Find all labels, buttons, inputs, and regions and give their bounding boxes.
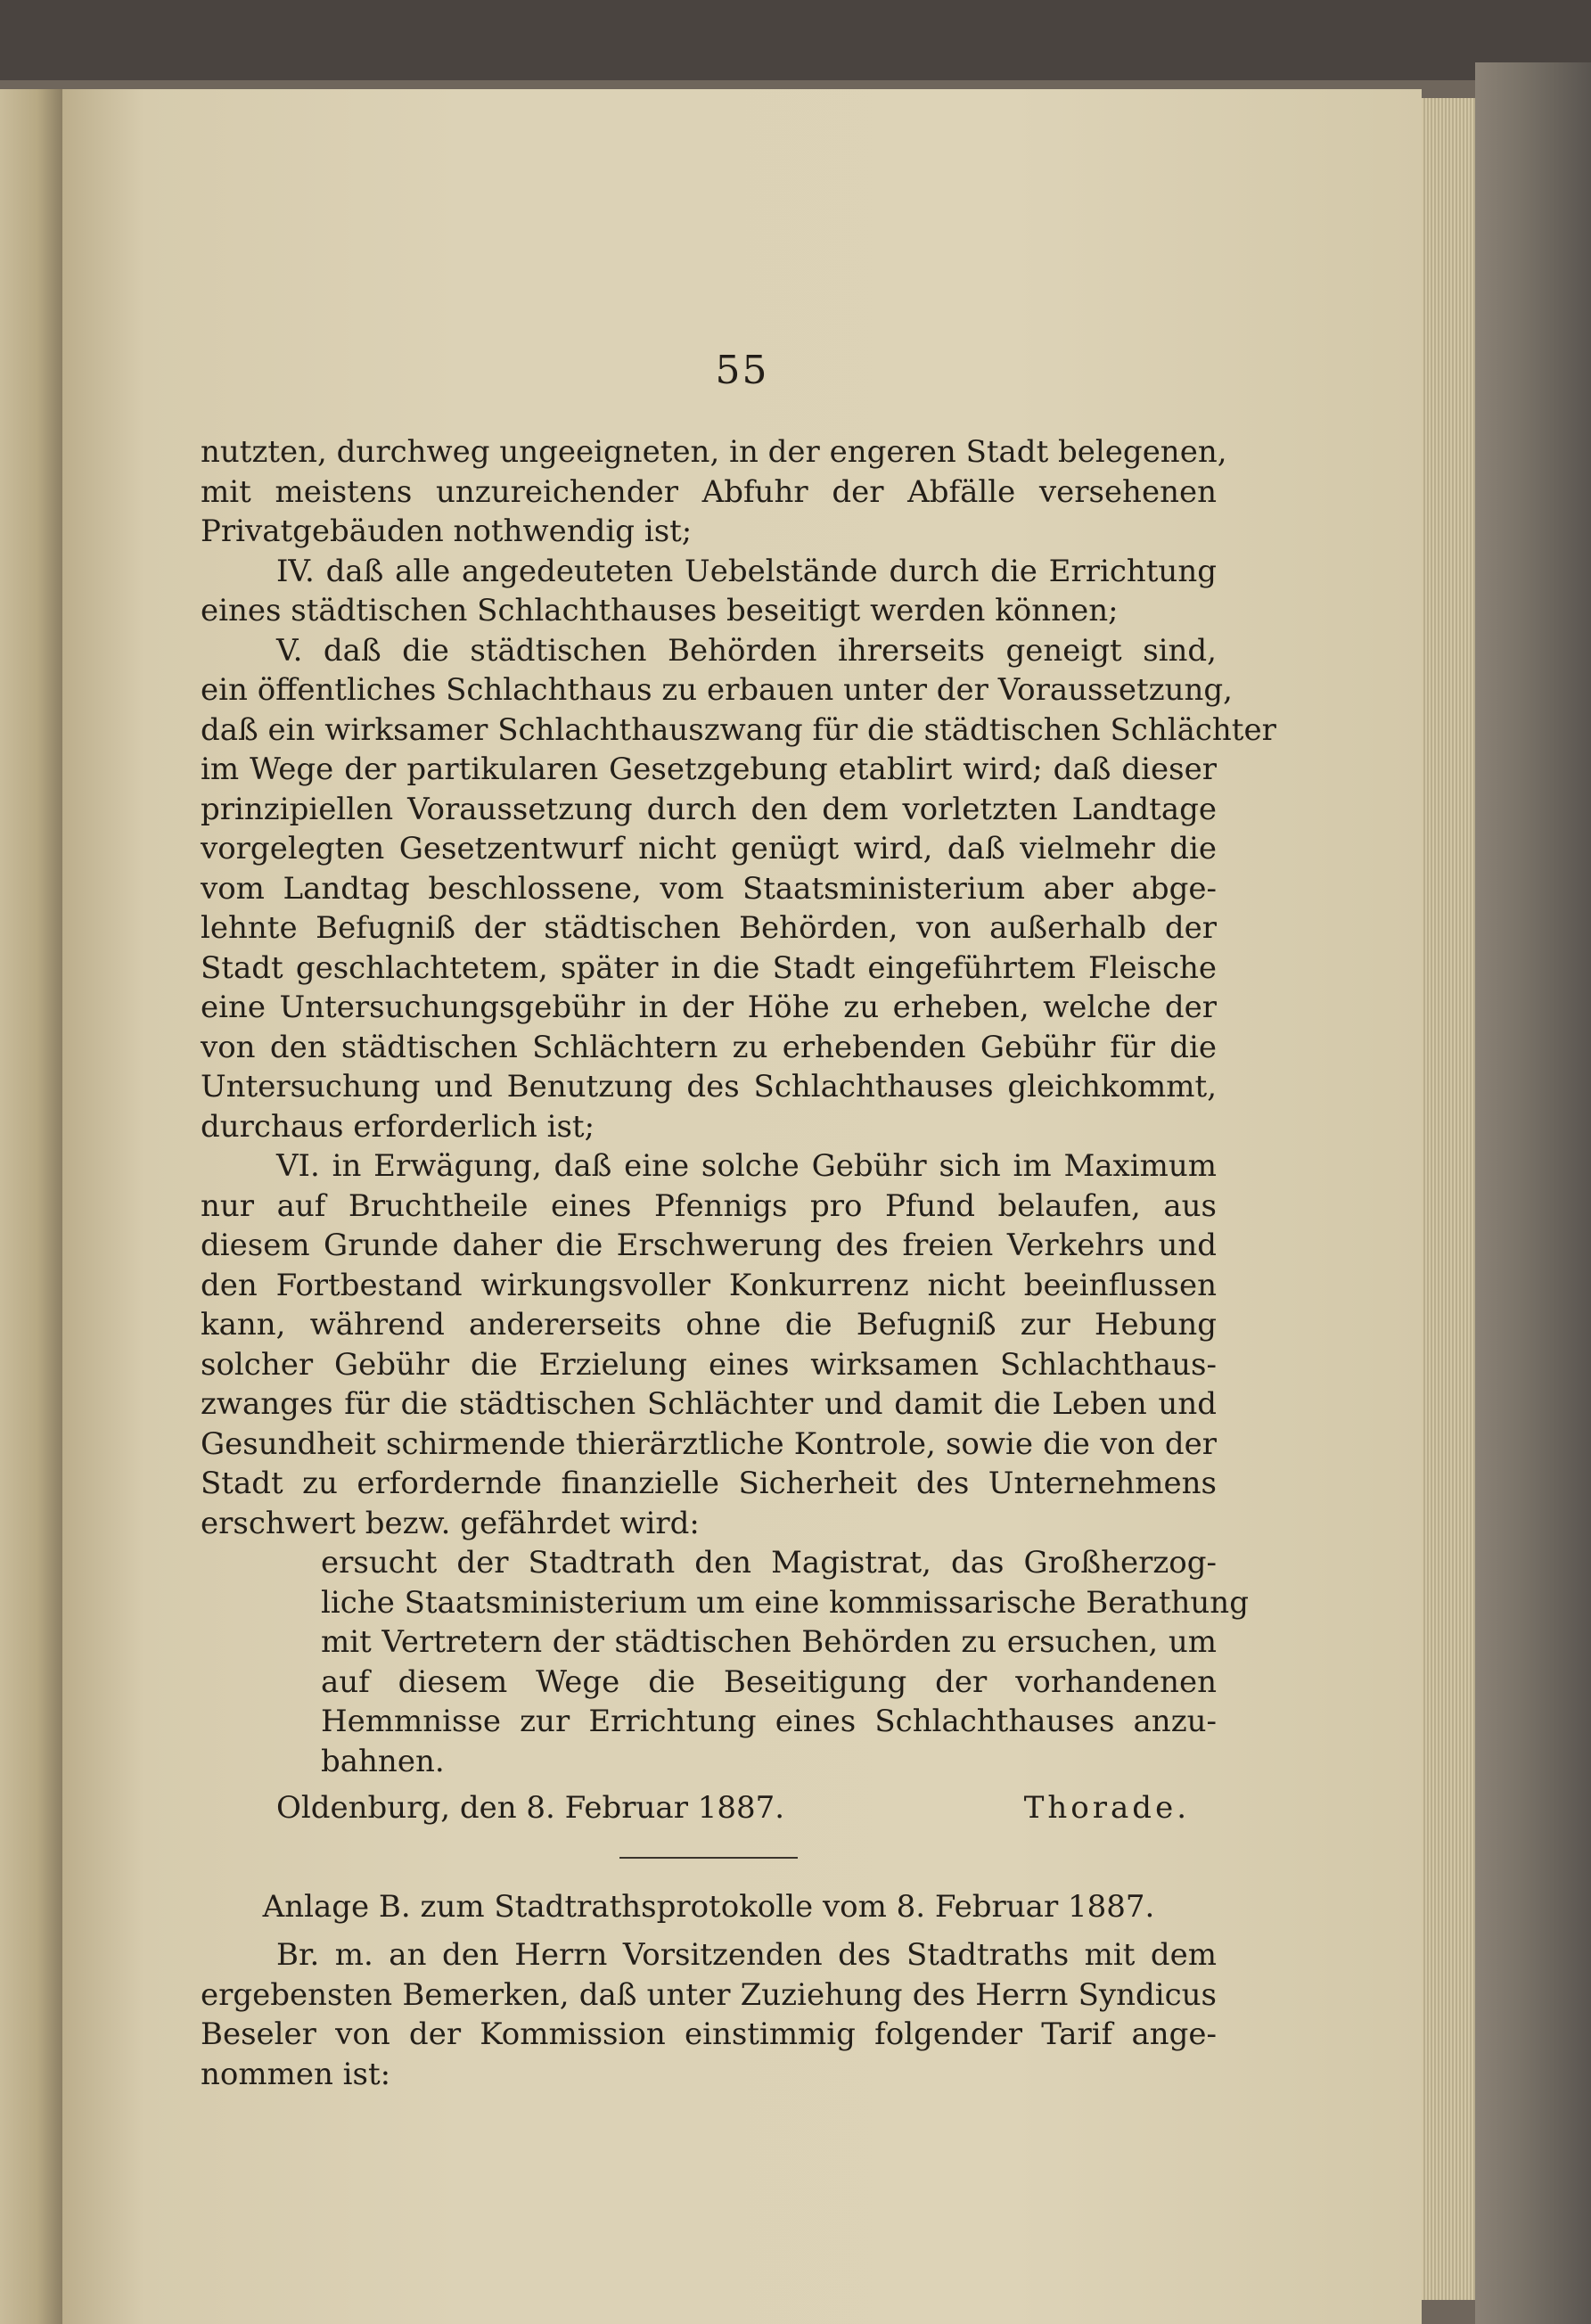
annex-paragraph	[201, 1935, 1217, 2094]
text-line: Hemmnisse zur Errichtung eines Schlachthauses anzu-	[321, 1704, 1217, 1739]
text-line: prinzipiellen Voraussetzung durch den dem vorletzten Landtage	[201, 791, 1217, 827]
text-line: mit Vertretern der städtischen Behörden zu ersuchen, um	[321, 1624, 1217, 1660]
text-line: liche Staatsministerium um eine kommissarische Berathung	[321, 1584, 1249, 1621]
text-line: V. daß die städtischen Behörden ihrerseits geneigt sind,	[276, 632, 1217, 669]
text-line: eines städtischen Schlachthauses beseitigt werden können;	[201, 593, 1119, 628]
text-line: nommen ist:	[201, 2056, 391, 2092]
text-line: bahnen.	[321, 1743, 445, 1779]
book-cover	[1475, 62, 1591, 2324]
text-line: Gesundheit schirmende thierärztliche Kontrole, sowie die von der	[201, 1425, 1217, 1462]
place-date: Oldenburg, den 8. Februar 1887.	[276, 1790, 785, 1826]
text-line: den Fortbestand wirkungsvoller Konkurrenz nicht beeinflussen	[201, 1267, 1217, 1303]
signature-line	[201, 1788, 1217, 1828]
left-page-edge	[0, 89, 62, 2324]
text-line: ein öffentliches Schlachthaus zu erbauen unter der Voraussetzung,	[201, 672, 1233, 708]
text-line: durchaus erforderlich ist;	[201, 1108, 595, 1145]
page-number: 55	[715, 348, 769, 393]
text-line: vom Landtag beschlossene, vom Staatsministerium aber abge-	[201, 870, 1217, 907]
text-line: IV. daß alle angedeuteten Uebelstände durch die Errichtung	[276, 553, 1217, 589]
text-line: Stadt zu erfordernde finanzielle Sicherheit des Unternehmens	[201, 1466, 1217, 1501]
text-line: Untersuchung und Benutzung des Schlachthauses gleichkommt,	[201, 1069, 1217, 1105]
annex-heading: Anlage B. zum Stadtrathsprotokolle vom 8. Februar 1887.	[262, 1888, 1155, 1925]
book-page	[62, 89, 1422, 2324]
page-text	[201, 432, 1276, 2094]
text-line: von den städtischen Schlächtern zu erhebenden Gebühr für die	[201, 1029, 1217, 1065]
text-line: mit meistens unzureichender Abfuhr der Abfälle versehenen	[201, 473, 1217, 510]
text-line: solcher Gebühr die Erzielung eines wirksamen Schlachthaus-	[201, 1346, 1217, 1383]
signatory-name: Thorade.	[1023, 1790, 1190, 1826]
paragraph-v	[201, 631, 1276, 1147]
paragraph-1	[201, 432, 1227, 552]
text-line: lehnte Befugniß der städtischen Behörden, von außerhalb der	[201, 910, 1217, 946]
text-line: Privatgebäuden nothwendig ist;	[201, 513, 693, 549]
text-line: VI. in Erwägung, daß eine solche Gebühr sich im Maximum	[276, 1148, 1217, 1184]
text-line: daß ein wirksamer Schlachthauszwang für die städtischen Schlächter	[201, 711, 1276, 748]
resolution-paragraph	[201, 1543, 1249, 1781]
text-line: vorgelegten Gesetzentwurf nicht genügt wird, daß vielmehr die	[201, 831, 1217, 866]
text-line: kann, während andererseits ohne die Befugniß zur Hebung	[201, 1307, 1217, 1343]
section-divider	[619, 1857, 798, 1859]
text-line: nutzten, durchweg ungeeigneten, in der engeren Stadt belegenen,	[201, 434, 1227, 470]
text-line: Stadt geschlachtetem, später in die Stadt eingeführtem Fleische	[201, 949, 1217, 986]
text-line: zwanges für die städtischen Schlächter und damit die Leben und	[201, 1386, 1217, 1422]
paragraph-vi	[201, 1146, 1217, 1543]
text-line: eine Untersuchungsgebühr in der Höhe zu erheben, welche der	[201, 990, 1217, 1025]
paragraph-iv	[201, 552, 1217, 631]
text-line: ergebensten Bemerken, daß unter Zuziehung des Herrn Syndicus	[201, 1976, 1217, 2013]
page-edge-stack	[1422, 98, 1475, 2300]
text-line: nur auf Bruchtheile eines Pfennigs pro Pfund belaufen, aus	[201, 1187, 1217, 1224]
text-line: auf diesem Wege die Beseitigung der vorhandenen	[321, 1663, 1217, 1700]
text-line: diesem Grunde daher die Erschwerung des freien Verkehrs und	[201, 1228, 1217, 1263]
text-line: Br. m. an den Herrn Vorsitzenden des Stadtraths mit dem	[276, 1937, 1217, 1973]
text-line: erschwert bezw. gefährdet wird:	[201, 1505, 700, 1541]
text-line: ersucht der Stadtrath den Magistrat, das Großherzog-	[321, 1545, 1217, 1581]
text-line: Beseler von der Kommission einstimmig folgender Tarif ange-	[201, 2016, 1217, 2052]
text-line: im Wege der partikularen Gesetzgebung etablirt wird; daß dieser	[201, 751, 1217, 787]
